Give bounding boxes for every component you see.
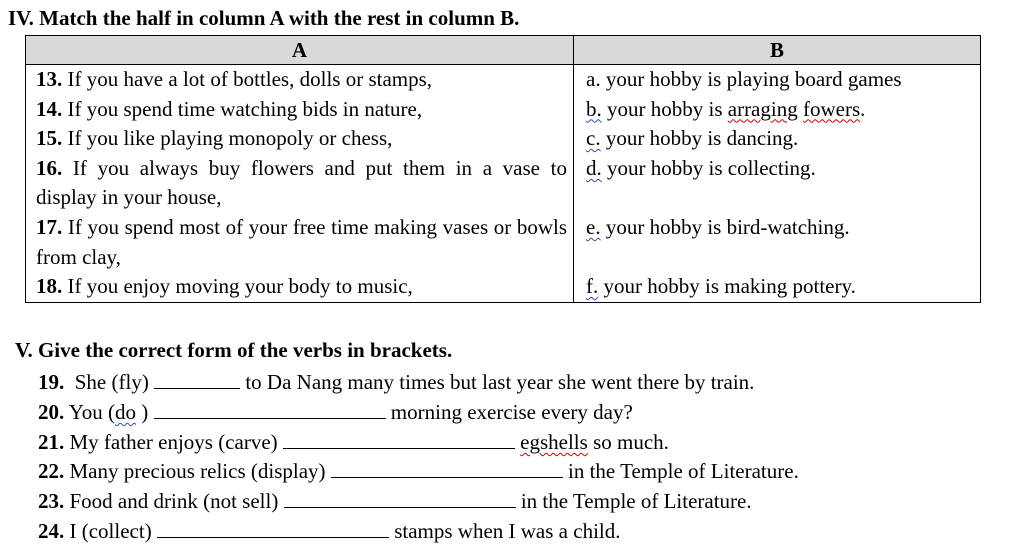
- item-text: If you always buy flowers and put them in a vase to display in your house,: [36, 155, 567, 210]
- exercise-item: [38, 489, 752, 512]
- column-b-cell: [574, 213, 981, 272]
- column-a-header: A: [26, 36, 574, 65]
- table-row: [26, 95, 981, 125]
- column-a-cell: [26, 95, 574, 125]
- table-header-row: [26, 36, 981, 65]
- option-text: your hobby is: [607, 96, 728, 121]
- item-number: 17.: [36, 214, 63, 239]
- item-continuation: in the Temple of Literature.: [520, 489, 752, 513]
- answer-blank[interactable]: [331, 459, 563, 478]
- exercise-item: [38, 430, 669, 453]
- answer-blank[interactable]: [283, 430, 515, 449]
- misspelled-word: egshells: [520, 430, 588, 454]
- answer-blank[interactable]: [157, 519, 389, 538]
- item-number: 18.: [36, 274, 63, 299]
- exercise-item: [38, 370, 754, 393]
- misspelled-word: fowers: [802, 96, 861, 121]
- flagged-word: do: [115, 400, 137, 424]
- table-row: [26, 65, 981, 95]
- section-iv-heading: IV. Match the half in column A with the rest in column B.: [8, 6, 520, 30]
- item-prompt: She (fly): [74, 370, 149, 394]
- answer-blank[interactable]: [154, 400, 386, 419]
- column-b-cell: [574, 65, 981, 95]
- column-b-cell: [574, 124, 981, 154]
- column-b-cell: [574, 154, 981, 213]
- exercise-item: [38, 400, 633, 423]
- item-prompt: You (: [68, 400, 116, 424]
- item-number: 13.: [36, 67, 63, 91]
- item-number: 22.: [38, 459, 65, 483]
- item-number: 19.: [38, 370, 65, 394]
- item-continuation: so much.: [587, 430, 669, 454]
- table-row: [26, 272, 981, 302]
- option-text: your hobby is dancing.: [605, 126, 799, 151]
- item-prompt: I (collect): [69, 519, 152, 543]
- table-row: [26, 213, 981, 272]
- option-text-end: .: [860, 96, 866, 121]
- option-text: your hobby is collecting.: [607, 155, 816, 180]
- item-number: 21.: [38, 430, 65, 454]
- exercise-item: [38, 519, 621, 542]
- table-row: [26, 124, 981, 154]
- option-letter: c.: [586, 126, 601, 151]
- misspelled-word: arraging: [727, 96, 798, 121]
- item-text: If you like playing monopoly or chess,: [67, 126, 393, 151]
- item-continuation: stamps when I was a child.: [394, 519, 621, 543]
- item-number: 20.: [38, 400, 65, 424]
- item-continuation: to Da Nang many times but last year she went there by train.: [245, 370, 755, 394]
- option-letter: e.: [586, 214, 601, 239]
- column-b-cell: [574, 272, 981, 302]
- option-letter: b.: [586, 96, 602, 121]
- column-a-cell: [26, 272, 574, 302]
- column-a-cell: [26, 124, 574, 154]
- table-row: [26, 154, 981, 213]
- item-continuation: morning exercise every day?: [390, 400, 633, 424]
- option-text: your hobby is playing board games: [605, 67, 902, 91]
- item-text: If you enjoy moving your body to music,: [67, 274, 413, 299]
- item-text: If you spend most of your free time making vases or bowls from clay,: [36, 214, 568, 269]
- option-letter: f.: [586, 274, 599, 299]
- item-continuation: in the Temple of Literature.: [568, 459, 799, 483]
- item-text: If you spend time watching bids in nature,: [67, 96, 423, 121]
- column-b-cell: [574, 95, 981, 125]
- item-number: 24.: [38, 519, 65, 543]
- item-prompt: Many precious relics (display): [69, 459, 326, 483]
- item-text: If you have a lot of bottles, dolls or stamps,: [67, 67, 433, 91]
- item-number: 23.: [38, 489, 65, 513]
- column-a-cell: [26, 65, 574, 95]
- item-prompt: Food and drink (not sell): [69, 489, 279, 513]
- option-letter: d.: [586, 155, 602, 180]
- item-number: 16.: [36, 155, 63, 180]
- option-letter: a.: [586, 67, 601, 91]
- column-a-cell: [26, 154, 574, 213]
- item-number: 14.: [36, 96, 63, 121]
- item-prompt-end: ): [136, 400, 149, 424]
- option-text: your hobby is bird-watching.: [605, 214, 850, 239]
- matching-table: [25, 35, 981, 303]
- answer-blank[interactable]: [284, 489, 516, 508]
- exercise-item: [38, 459, 799, 482]
- item-prompt: My father enjoys (carve): [69, 430, 278, 454]
- section-v-heading: V. Give the correct form of the verbs in brackets.: [15, 338, 453, 362]
- column-a-cell: [26, 213, 574, 272]
- item-number: 15.: [36, 126, 63, 151]
- option-text: your hobby is making pottery.: [603, 274, 856, 299]
- answer-blank[interactable]: [154, 370, 240, 389]
- column-b-header: B: [574, 36, 981, 65]
